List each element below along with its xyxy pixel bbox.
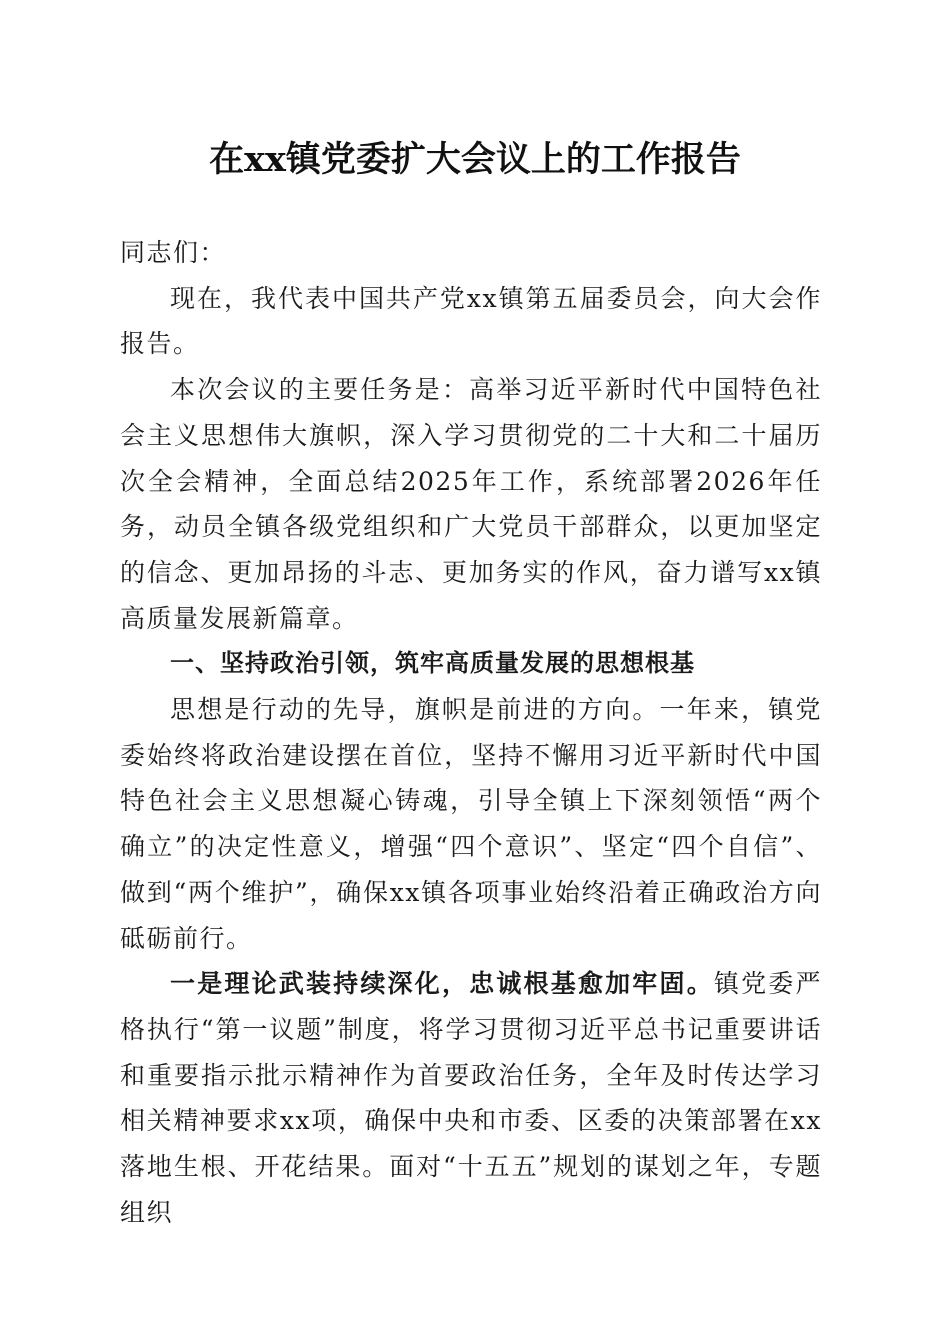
- section-intro: 思想是行动的先导，旗帜是前进的方向。一年来，镇党委始终将政治建设摆在首位，坚持不懈用习近平新时代中国特色社会主义思想凝心铸魂，引导全镇上下深刻领悟“两个确立”的决定性意义，增强“四个意识”、坚定“四个自信”、做到“两个维护”，确保xx镇各项事业始终沿着正确政治方向砥砺前行。: [120, 695, 822, 953]
- section-item-1: [120, 961, 822, 1235]
- item-lead-sentence: 一是理论武装持续深化，忠诚根基愈加牢固。: [170, 969, 714, 999]
- document-body: [120, 230, 822, 1235]
- salutation: 同志们：: [120, 238, 227, 267]
- paragraph-opening: 现在，我代表中国共产党xx镇第五届委员会，向大会作报告。: [120, 283, 822, 359]
- paragraph-main-tasks: 本次会议的主要任务是：高举习近平新时代中国特色社会主义思想伟大旗帜，深入学习贯彻党的二十大和二十届历次全会精神，全面总结2025年工作，系统部署2026年任务，动员全镇各级党组织和广大党员干部群众，以更加坚定的信念、更加昂扬的斗志、更加务实的作风，奋力谱写xx镇高质量发展新篇章。: [120, 375, 822, 633]
- item-body-text: 镇党委严格执行“第一议题”制度，将学习贯彻习近平总书记重要讲话和重要指示批示精神作为首要政治任务，全年及时传达学习相关精神要求xx项，确保中央和市委、区委的决策部署在xx落地生根、开花结果。面对“十五五”规划的谋划之年，专题组织: [120, 969, 822, 1227]
- document-title: 在xx镇党委扩大会议上的工作报告: [209, 139, 741, 180]
- section-heading: 一、坚持政治引领，筑牢高质量发展的思想根基: [170, 649, 695, 678]
